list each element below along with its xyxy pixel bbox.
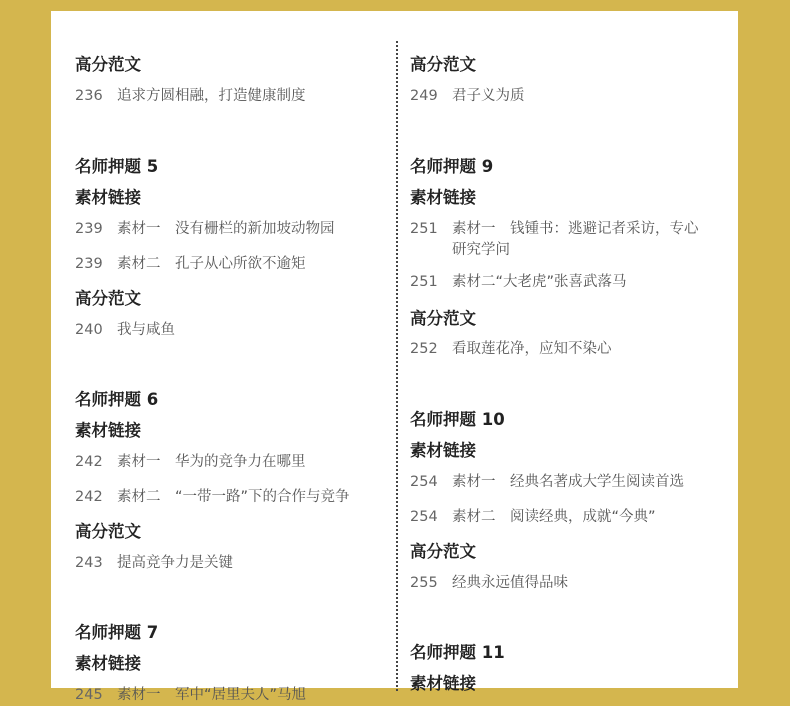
toc-entry (75, 219, 335, 240)
toc-entry (75, 487, 350, 508)
section-heading: 名师押题 9 (410, 157, 494, 176)
section-heading: 素材链接 (410, 188, 476, 207)
section-heading: 素材链接 (75, 188, 141, 207)
toc-entry (75, 86, 306, 107)
section-heading: 名师押题 5 (75, 157, 159, 176)
page-number: 239 (75, 221, 103, 237)
entry-title: 素材二 “一带一路”下的合作与竞争 (117, 489, 350, 505)
entry-title: 素材二“大老虎”张喜武落马 (452, 274, 627, 290)
page-number: 249 (410, 88, 438, 104)
section-heading: 素材链接 (410, 441, 476, 460)
page-number: 243 (75, 555, 103, 571)
page-number: 239 (75, 256, 103, 272)
page-number: 254 (410, 474, 438, 490)
section-heading: 素材链接 (75, 654, 141, 673)
entry-title: 素材二 孔子从心所欲不逾矩 (117, 256, 306, 272)
entry-title: 素材一 军中“居里夫人”马旭 (117, 687, 307, 703)
entry-title: 看取莲花净，应知不染心 (452, 341, 612, 357)
page-number: 245 (75, 687, 103, 703)
page-number: 252 (410, 341, 438, 357)
section-heading: 名师押题 11 (410, 643, 505, 662)
toc-entry (410, 573, 568, 594)
entry-title: 素材二 阅读经典，成就“今典” (452, 509, 656, 525)
section-heading: 名师押题 10 (410, 410, 505, 429)
section-heading: 名师押题 6 (75, 390, 159, 409)
toc-entry (75, 452, 306, 473)
entry-title: 君子义为质 (452, 88, 525, 104)
toc-entry (75, 685, 306, 706)
section-heading: 素材链接 (75, 421, 141, 440)
section-heading: 高分范文 (410, 55, 476, 74)
entry-title: 素材一 没有栅栏的新加坡动物园 (117, 221, 335, 237)
toc-entry (410, 507, 656, 528)
section-heading: 高分范文 (410, 309, 476, 328)
entry-title: 经典永远值得品味 (452, 575, 568, 591)
page-number: 236 (75, 88, 103, 104)
toc-entry (75, 254, 306, 275)
page-number: 242 (75, 454, 103, 470)
toc-entry (410, 472, 684, 493)
toc-page (51, 11, 738, 703)
section-heading: 高分范文 (75, 522, 141, 541)
section-heading: 高分范文 (75, 289, 141, 308)
page-number: 251 (410, 221, 438, 237)
toc-entry (410, 272, 627, 293)
entry-title: 素材一 华为的竞争力在哪里 (117, 454, 306, 470)
column-divider (396, 41, 398, 691)
entry-title: 追求方圆相融，打造健康制度 (117, 88, 306, 104)
entry-title: 提高竞争力是关键 (117, 555, 233, 571)
toc-entry (75, 553, 233, 574)
section-heading: 高分范文 (75, 55, 141, 74)
page-number: 242 (75, 489, 103, 505)
toc-entry (410, 86, 525, 107)
page-number: 251 (410, 274, 438, 290)
toc-entry (410, 219, 712, 261)
section-heading: 高分范文 (410, 542, 476, 561)
entry-title: 素材一 经典名著成大学生阅读首选 (452, 474, 684, 490)
entry-title: 素材一 钱锺书：逃避记者采访，专心研究学问 (452, 221, 699, 259)
section-heading: 名师押题 7 (75, 623, 159, 642)
page-number: 255 (410, 575, 438, 591)
toc-entry (75, 320, 175, 341)
page-number: 254 (410, 509, 438, 525)
toc-entry (410, 339, 612, 360)
entry-title: 我与咸鱼 (117, 322, 175, 338)
page-number: 240 (75, 322, 103, 338)
section-heading: 素材链接 (410, 674, 476, 693)
